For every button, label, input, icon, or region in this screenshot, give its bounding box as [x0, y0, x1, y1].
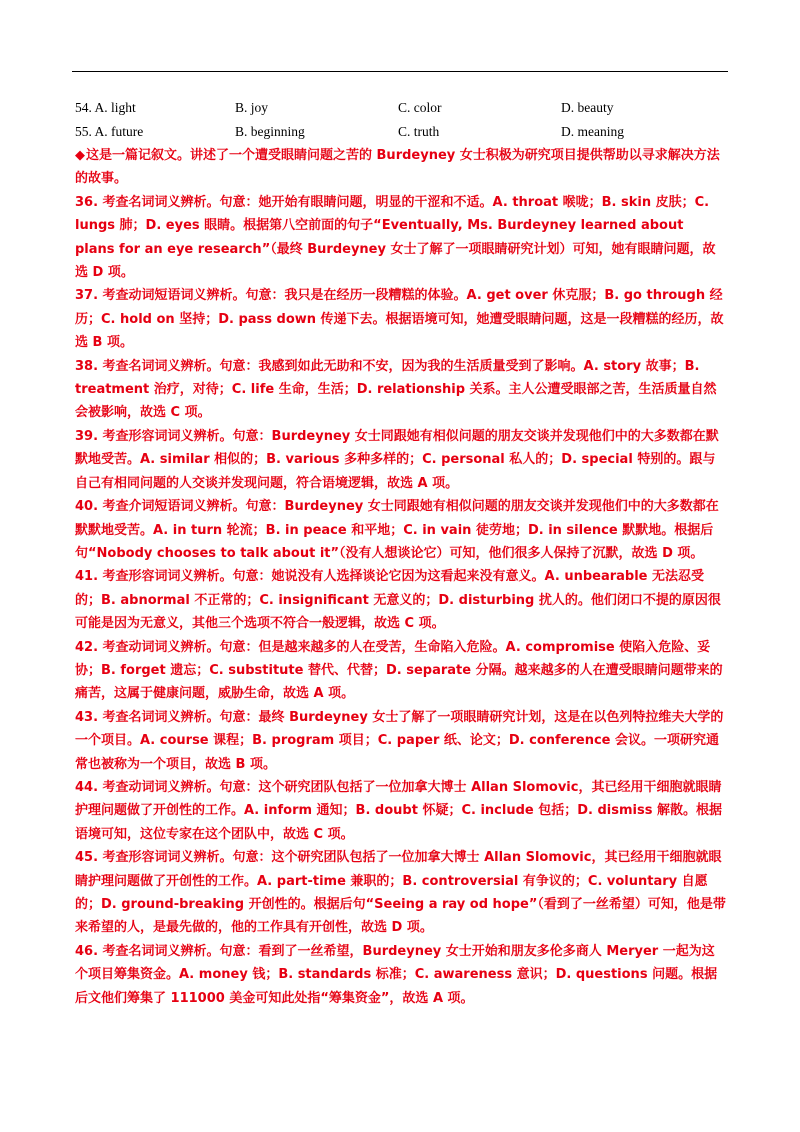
explanation-42: 42. 考查动词词义辨析。句意：但是越来越多的人在受苦，生命陷入危险。A. compromise 使陷入危险、妥协；B. forget 遗忘；C. substitute 替代、代替；D. separate 分隔。越来越多的人在遭受眼睛问题带来的痛苦，这属于健康问题，威胁生命，故选 A 项。	[75, 639, 723, 702]
explanation-41: 41. 考查形容词词义辨析。句意：她说没有人选择谈论它因为这看起来没有意义。A. unbearable 无法忍受的；B. abnormal 不正常的；C. insignificant 无意义的；D. disturbing 扰人的。他们闭口不提的原因很可能是因为无意义，其他三个选项不符合一般逻辑，故选 C 项。	[75, 569, 721, 632]
explanation-46: 46. 考查名词词义辨析。句意：看到了一丝希望，Burdeyney 女士开始和朋友多伦多商人 Meryer 一起为这个项目筹集资金。A. money 钱；B. standards 标准；C. awareness 意识；D. questions 问题。根据后文他们筹集了 111000 美金可知此处指“筹集资金”，故选 A 项。	[75, 943, 718, 1006]
answer-explanations	[75, 144, 727, 1010]
explanation-45: 45. 考查形容词词义辨析。句意：这个研究团队包括了一位加拿大博士 Allan Slomovic，其已经用干细胞就眼睛护理问题做了开创性的工作。A. part-time 兼职的；B. controversial 有争议的；C. voluntary 自愿的；D. ground-breaking 开创性的。根据后句“Seeing a ray od hope”（看到了一丝希望）可知，他是带来希望的人，是最先做的，他的工作具有开创性，故选 D 项。	[75, 850, 726, 936]
passage-summary	[75, 144, 727, 191]
option-55-b: B. beginning	[235, 124, 305, 139]
explanation-40: 40. 考查介词短语词义辨析。句意：Burdeyney 女士同跟她有相似问题的朋友交谈并发现他们中的大多数都在默默地受苦。A. in turn 轮流；B. in peace 和平地；C. in vain 徒劳地；D. in silence 默默地。根据后句“Nobody chooses to talk about it”（没有人想谈论它）可知，他们很多人保持了沉默，故选 D 项。	[75, 499, 719, 561]
option-54-c: C. color	[398, 100, 442, 115]
answer-options	[75, 96, 725, 144]
explanation-43: 43. 考查名词词义辨析。句意：最终 Burdeyney 女士了解了一项眼睛研究计划，这是在以色列特拉维夫大学的一个项目。A. course 课程；B. program 项目；C. paper 纸、论文；D. conference 会议。一项研究通常也被称为一个项目，故选 B 项。	[75, 709, 724, 772]
option-row-55	[75, 120, 725, 144]
header-rule	[72, 71, 728, 72]
option-54-a: 54. A. light	[75, 100, 136, 115]
option-54-b: B. joy	[235, 100, 269, 115]
explanation-37: 37. 考查动词短语词义辨析。句意：我只是在经历一段糟糕的体验。A. get over 休克服；B. go through 经历；C. hold on 坚持；D. pass down 传递下去。根据语境可知，她遭受眼睛问题，这是一段糟糕的经历，故选 B 项。	[75, 288, 724, 351]
explanation-39: 39. 考查形容词词义辨析。句意：Burdeyney 女士同跟她有相似问题的朋友交谈并发现他们中的大多数都在默默地受苦。A. similar 相似的；B. various 多种多样的；C. personal 私人的；D. special 特别的。跟与自己有相同问题的人交谈并发现问题，符合语境逻辑，故选 A 项。	[75, 428, 719, 491]
explanation-38: 38. 考查名词词义辨析。句意：我感到如此无助和不安，因为我的生活质量受到了影响。A. story 故事；B. treatment 治疗，对待；C. life 生命，生活；D. relationship 关系。主人公遭受眼部之苦，生活质量自然会被影响，故选 C 项。	[75, 358, 717, 421]
explanation-44: 44. 考查动词词义辨析。句意：这个研究团队包括了一位加拿大博士 Allan Slomovic，其已经用干细胞就眼睛护理问题做了开创性的工作。A. inform 通知；B. doubt 怀疑；C. include 包括；D. dismiss 解散。根据语境可知，这位专家在这个团队中，故选 C 项。	[75, 779, 722, 842]
summary-text: 这是一篇记叙文。讲述了一个遭受眼睛问题之苦的 Burdeyney 女士积极为研究项目提供帮助以寻求解决方法的故事。	[75, 148, 720, 187]
option-55-c: C. truth	[398, 124, 440, 139]
option-row-54	[75, 96, 725, 120]
option-55-a: 55. A. future	[75, 124, 144, 139]
option-54-d: D. beauty	[561, 100, 614, 115]
explanation-36: 36. 考查名词词义辨析。句意：她开始有眼睛问题，明显的干涩和不适。A. throat 喉咙；B. skin 皮肤；C. lungs 肺；D. eyes 眼睛。根据第八空前面的句子“Eventually, Ms. Burdeyney learned about plans for an eye research”（最终 Burdeyney 女士了解了一项眼睛研究计划）可知，她有眼睛问题，故选 D 项。	[75, 194, 716, 281]
option-55-d: D. meaning	[561, 124, 624, 139]
diamond-icon: ◆	[75, 148, 85, 163]
